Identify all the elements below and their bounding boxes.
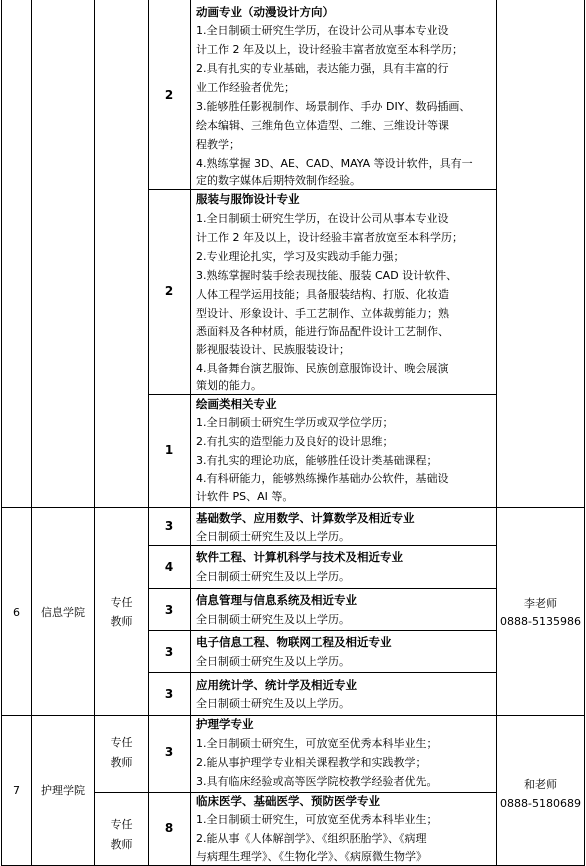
major-title: 绘画类相关专业: [196, 397, 277, 411]
requirement-line: 全日制硕士研究生及以上学历。: [196, 530, 350, 543]
requirement-line: 全日制硕士研究生及以上学历。: [196, 570, 350, 583]
table-border: [148, 630, 496, 631]
requirement-line: 4.熟练掌握 3D、AE、CAD、MAYA 等设计软件，具有一: [196, 157, 473, 170]
requirement-line: 计工作 2 年及以上，设计经验丰富者放宽至本科学历；: [196, 43, 463, 56]
hire-count: 8: [164, 821, 174, 835]
requirement-line: 2.能从事《人体解剖学》、《组织胚胎学》、《病理: [196, 832, 427, 845]
requirement-line: 3.有扎实的理论功底，能够胜任设计类基础课程；: [196, 454, 438, 467]
major-title: 软件工程、计算机科学与技术及相近专业: [196, 550, 403, 564]
requirement-line: 4.具备舞台演艺服饰、民族创意服饰设计、晚会展演: [196, 362, 449, 375]
role-label: 教师: [110, 756, 133, 769]
hire-count: 3: [164, 745, 174, 759]
table-border: [148, 588, 496, 589]
hire-count: 2: [164, 284, 174, 298]
contact-phone: 0888-5135986: [500, 615, 581, 628]
major-title: 电子信息工程、物联网工程及相近专业: [196, 635, 392, 649]
requirement-line: 与病理生理学》、《生物化学》、《病原微生物学》: [196, 850, 427, 863]
table-border: [148, 672, 496, 673]
hire-count: 3: [164, 687, 174, 701]
hire-count: 1: [164, 443, 174, 457]
table-border: [584, 0, 585, 866]
requirement-line: 1.全日制硕士研究生，可放宽至优秀本科毕业生；: [196, 737, 438, 750]
row-index: 6: [13, 606, 20, 619]
table-border: [148, 545, 496, 546]
requirement-line: 策划的能力。: [196, 379, 262, 392]
major-title: 基础数学、应用数学、计算数学及相近专业: [196, 511, 415, 525]
role-label: 教师: [110, 615, 133, 628]
major-title: 护理学专业: [196, 717, 254, 731]
requirement-line: 1.全日制硕士研究生，可放宽至优秀本科毕业生；: [196, 813, 438, 826]
major-title: 信息管理与信息系统及相近专业: [196, 593, 357, 607]
requirement-line: 人体工程学运用技能；具备服装结构、打版、化妆造: [196, 288, 449, 301]
table-border: [94, 792, 496, 793]
requirement-line: 业工作经验者优先；: [196, 81, 295, 94]
college-name: 护理学院: [41, 784, 85, 797]
row-index: 7: [13, 784, 20, 797]
table-border: [1, 715, 585, 716]
table-border: [1, 0, 2, 866]
major-title: 临床医学、基础医学、预防医学专业: [196, 794, 380, 808]
requirement-line: 2.专业理论扎实，学习及实践动手能力强；: [196, 250, 405, 263]
role-label: 教师: [110, 838, 133, 851]
hire-count: 3: [164, 603, 174, 617]
college-name: 信息学院: [41, 606, 85, 619]
requirement-line: 绘本编辑、三维角色立体造型、二维、三维设计等课: [196, 119, 449, 132]
requirement-line: 定的数字媒体后期特效制作经验。: [196, 174, 361, 187]
hire-count: 3: [164, 519, 174, 533]
requirement-line: 程教学；: [196, 138, 240, 151]
hire-count: 2: [164, 88, 174, 102]
requirement-line: 全日制硕士研究生及以上学历。: [196, 613, 350, 626]
major-title: 动画专业（动漫设计方向）: [196, 5, 334, 19]
requirement-line: 型设计、形象设计、手工艺制作、立体裁剪能力；熟: [196, 307, 449, 320]
requirement-line: 全日制硕士研究生及以上学历。: [196, 697, 350, 710]
requirement-line: 2.有扎实的造型能力及良好的设计思维；: [196, 435, 394, 448]
table-border: [496, 0, 497, 866]
requirement-line: 1.全日制硕士研究生学历，在设计公司从事本专业设: [196, 24, 449, 37]
requirement-line: 全日制硕士研究生及以上学历。: [196, 655, 350, 668]
requirement-line: 3.能够胜任影视制作、场景制作、手办 DIY、数码插画、: [196, 100, 471, 113]
requirement-line: 影视服装设计、民族服装设计；: [196, 343, 350, 356]
major-title: 应用统计学、统计学及相近专业: [196, 678, 357, 692]
hire-count: 4: [164, 560, 174, 574]
requirement-line: 计软件 PS、AI 等。: [196, 490, 294, 503]
table-border: [31, 0, 32, 866]
contact-name: 和老师: [524, 778, 557, 791]
table-border: [190, 0, 191, 866]
requirement-line: 2.能从事护理学专业相关课程教学和实践教学；: [196, 756, 427, 769]
requirement-line: 1.全日制硕士研究生学历，在设计公司从事本专业设: [196, 212, 449, 225]
hire-count: 3: [164, 645, 174, 659]
table-border: [148, 0, 149, 866]
table-border: [148, 189, 496, 190]
requirement-line: 3.熟练掌握时装手绘表现技能、服装 CAD 设计软件、: [196, 269, 458, 282]
role-label: 专任: [110, 596, 133, 609]
role-label: 专任: [110, 818, 133, 831]
requirement-line: 3.具有临床经验或高等医学院校教学经验者优先。: [196, 775, 438, 788]
major-title: 服装与服饰设计专业: [196, 192, 300, 206]
role-label: 专任: [110, 736, 133, 749]
requirement-line: 1.全日制硕士研究生学历或双学位学历；: [196, 416, 394, 429]
requirement-line: 悉面料及各种材质，能进行饰品配件设计工艺制作、: [196, 325, 449, 338]
requirement-line: 2.具有扎实的专业基础，表达能力强，具有丰富的行: [196, 62, 449, 75]
contact-phone: 0888-5180689: [500, 797, 581, 810]
table-border: [148, 394, 496, 395]
requirement-line: 计工作 2 年及以上，设计经验丰富者放宽至本科学历；: [196, 231, 463, 244]
requirement-line: 4.有科研能力，能够熟练操作基础办公软件，基础设: [196, 472, 449, 485]
contact-name: 李老师: [524, 597, 557, 610]
table-border: [1, 507, 585, 508]
